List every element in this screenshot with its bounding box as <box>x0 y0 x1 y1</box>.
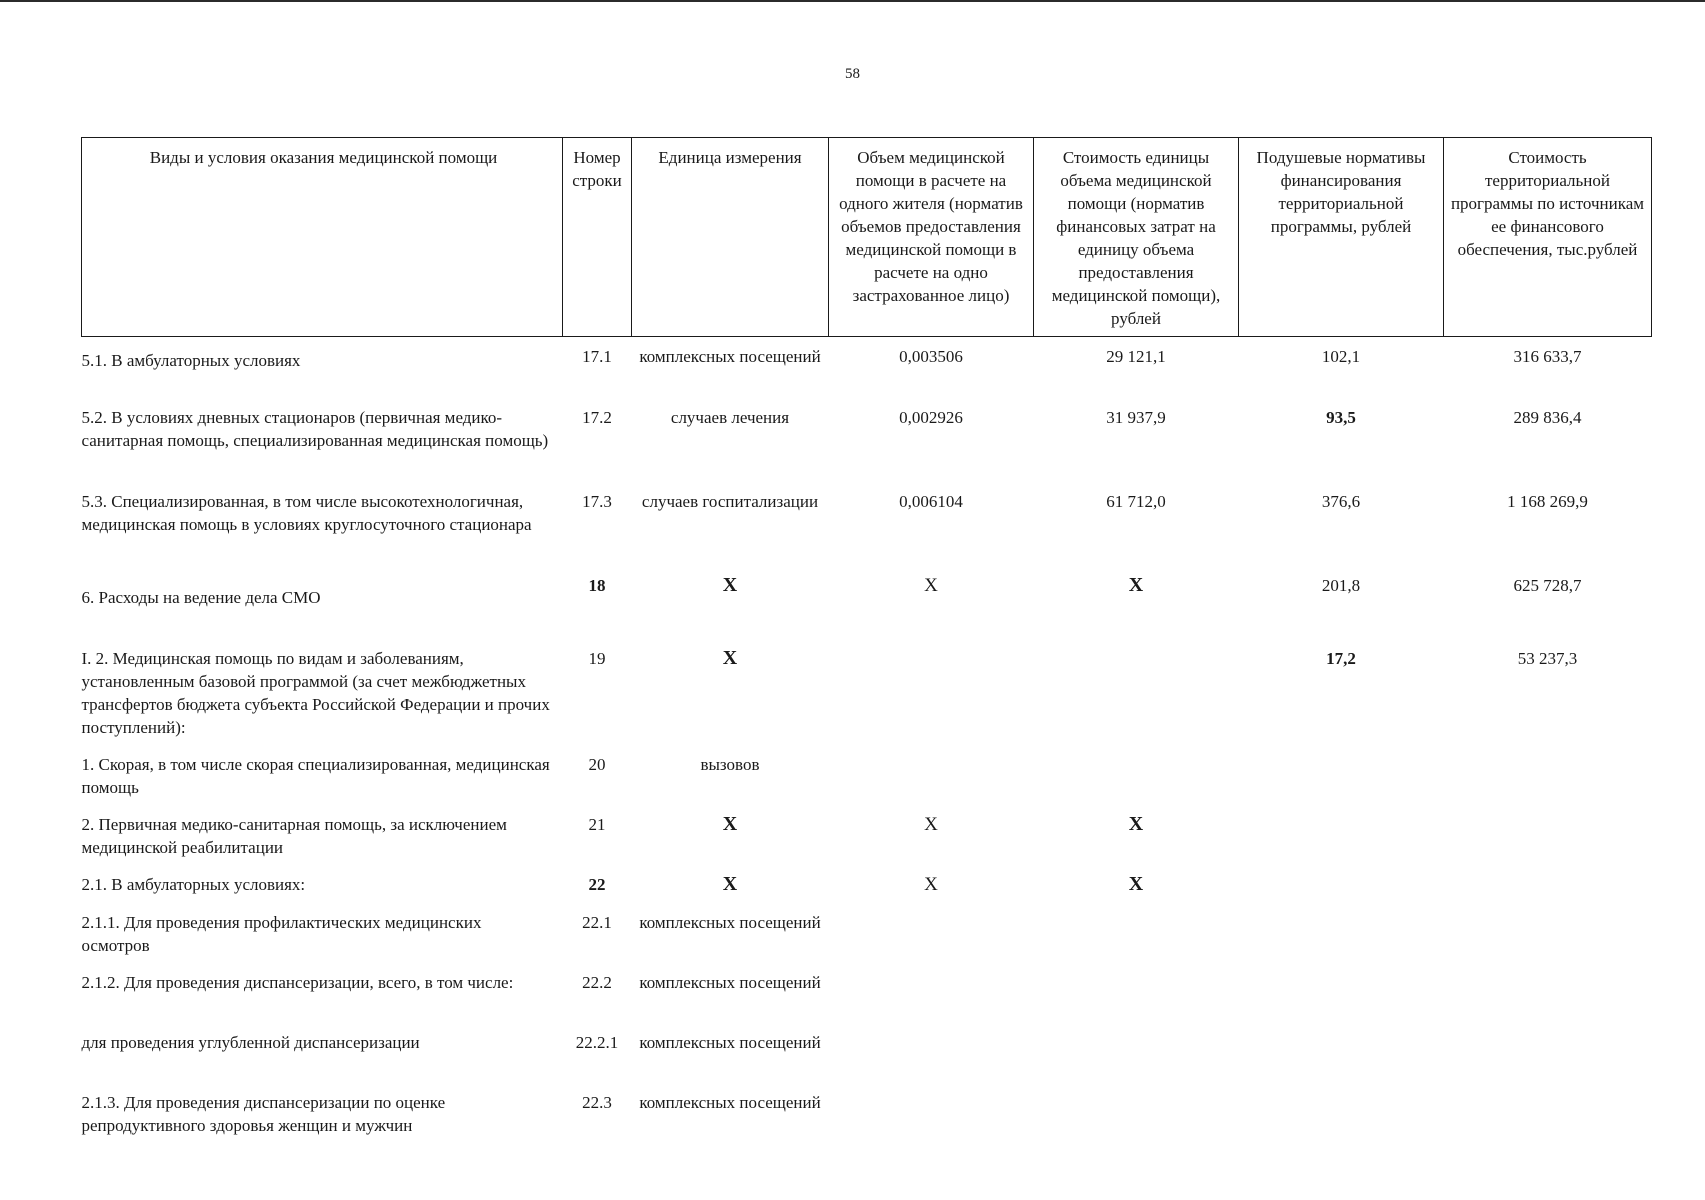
row-volume: 0,003506 <box>899 347 963 366</box>
row-line: 18 <box>588 576 606 595</box>
row-type: 5.3. Специализированная, в том числе высокотехнологичная, медицинская помощь в условиях круглосуточного стационара <box>81 492 532 534</box>
row-volume <box>829 911 1034 971</box>
row-cost: X <box>1128 574 1144 596</box>
row-type: 5.1. В амбулаторных условиях <box>81 351 301 370</box>
row-type: 2.1.3. Для проведения диспансеризации по оценке репродуктивного здоровья женщин и мужчин <box>81 1093 446 1135</box>
row-line: 17.1 <box>582 347 612 366</box>
row-cost <box>1034 1031 1239 1091</box>
row-unit: случаев госпитализации <box>641 492 819 511</box>
row-line: 21 <box>588 815 606 834</box>
row-type: 6. Расходы на ведение дела СМО <box>81 588 321 607</box>
row-volume <box>829 971 1034 1031</box>
row-total <box>1444 1031 1652 1091</box>
table-row <box>82 574 1652 647</box>
row-unit: комплексных посещений <box>639 1033 821 1052</box>
row-total: 1 168 269,9 <box>1507 492 1588 511</box>
row-cost <box>1034 1091 1239 1151</box>
row-per-capita <box>1239 1031 1444 1091</box>
row-line: 22.2.1 <box>575 1033 619 1052</box>
header-line-number: Номер строки <box>563 138 632 337</box>
row-line: 22.2 <box>582 973 612 992</box>
row-per-capita <box>1239 971 1444 1031</box>
row-unit: X <box>722 574 738 596</box>
row-total <box>1444 1091 1652 1151</box>
row-unit: случаев лечения <box>670 408 790 427</box>
row-per-capita: 201,8 <box>1321 576 1361 595</box>
row-type: 5.2. В условиях дневных стационаров (первичная медико-санитарная помощь, специализированная медицинская помощь) <box>81 408 549 450</box>
row-type: 2. Первичная медико-санитарная помощь, за исключением медицинской реабилитации <box>81 815 507 857</box>
table-header-row <box>82 138 1652 337</box>
row-cost: X <box>1128 813 1144 835</box>
row-total <box>1444 813 1652 873</box>
row-volume <box>829 1091 1034 1151</box>
row-cost <box>1034 971 1239 1031</box>
row-per-capita <box>1239 753 1444 813</box>
row-type: 2.1.2. Для проведения диспансеризации, всего, в том числе: <box>81 973 514 992</box>
row-type: I. 2. Медицинская помощь по видам и заболеваниям, установленным базовой программой (за счет межбюджетных трансфертов бюджета субъекта Российской Федерации и прочих поступлений): <box>81 649 550 737</box>
row-cost: 61 712,0 <box>1106 492 1166 511</box>
header-per-capita: Подушевые нормативы финансирования территориальной программы, рублей <box>1239 138 1444 337</box>
row-cost: X <box>1128 873 1144 895</box>
row-per-capita: 17,2 <box>1326 649 1356 668</box>
row-line: 20 <box>588 755 606 774</box>
row-per-capita: 93,5 <box>1326 408 1356 427</box>
page-number: 58 <box>845 66 860 82</box>
row-type: 2.1.1. Для проведения профилактических медицинских осмотров <box>81 913 482 955</box>
row-volume <box>829 753 1034 813</box>
row-total <box>1444 753 1652 813</box>
row-per-capita <box>1239 1091 1444 1151</box>
top-rule <box>0 0 1705 2</box>
header-volume: Объем медицинской помощи в расчете на одного жителя (норматив объемов предоставления медицинской помощи в расчете на одно застрахованное лицо) <box>829 138 1034 337</box>
table-row <box>82 813 1652 873</box>
header-unit-cost: Стоимость единицы объема медицинской помощи (норматив финансовых затрат на единицу объема предоставления медицинской помощи), рублей <box>1034 138 1239 337</box>
row-unit: комплексных посещений <box>639 973 821 992</box>
table-row <box>82 753 1652 813</box>
row-volume: X <box>924 874 938 895</box>
row-volume: X <box>924 814 938 835</box>
row-line: 17.3 <box>582 492 612 511</box>
row-line: 17.2 <box>582 408 612 427</box>
row-per-capita: 102,1 <box>1321 347 1361 366</box>
row-volume: 0,006104 <box>899 492 963 511</box>
row-total: 625 728,7 <box>1513 576 1582 595</box>
table-row <box>82 971 1652 1031</box>
table-row <box>82 490 1652 574</box>
row-type: 1. Скорая, в том числе скорая специализированная, медицинская помощь <box>81 755 550 797</box>
table-row <box>82 1031 1652 1091</box>
row-unit: X <box>722 647 738 669</box>
row-unit: комплексных посещений <box>639 1093 821 1112</box>
row-line: 22.1 <box>582 913 612 932</box>
row-per-capita <box>1239 873 1444 911</box>
table-row <box>82 911 1652 971</box>
row-unit: комплексных посещений <box>639 347 821 366</box>
table-row <box>82 647 1652 753</box>
row-total: 316 633,7 <box>1513 347 1582 366</box>
table-row <box>82 873 1652 911</box>
row-per-capita <box>1239 813 1444 873</box>
row-unit: X <box>722 873 738 895</box>
row-line: 19 <box>588 649 606 668</box>
table-row <box>82 406 1652 490</box>
row-unit: X <box>722 813 738 835</box>
row-type: для проведения углубленной диспансеризации <box>81 1033 420 1052</box>
row-type: 2.1. В амбулаторных условиях: <box>81 875 306 894</box>
financing-table <box>81 137 1652 1151</box>
header-type: Виды и условия оказания медицинской помощи <box>82 138 563 337</box>
table-row <box>82 337 1652 407</box>
header-unit: Единица измерения <box>632 138 829 337</box>
row-volume <box>829 647 1034 753</box>
row-cost: 29 121,1 <box>1106 347 1166 366</box>
row-unit: вызовов <box>700 755 760 774</box>
row-cost: 31 937,9 <box>1106 408 1166 427</box>
row-total <box>1444 971 1652 1031</box>
row-line: 22.3 <box>582 1093 612 1112</box>
header-total-cost: Стоимость территориальной программы по источникам ее финансового обеспечения, тыс.рублей <box>1444 138 1652 337</box>
row-total <box>1444 873 1652 911</box>
row-volume <box>829 1031 1034 1091</box>
row-per-capita: 376,6 <box>1321 492 1361 511</box>
row-volume: 0,002926 <box>899 408 963 427</box>
row-total: 289 836,4 <box>1513 408 1582 427</box>
row-cost <box>1034 911 1239 971</box>
row-line: 22 <box>588 875 606 894</box>
row-cost <box>1034 647 1239 753</box>
row-total: 53 237,3 <box>1517 649 1578 668</box>
row-unit: комплексных посещений <box>639 913 821 932</box>
table-row <box>82 1091 1652 1151</box>
row-per-capita <box>1239 911 1444 971</box>
row-cost <box>1034 753 1239 813</box>
row-volume: X <box>924 575 938 596</box>
row-total <box>1444 911 1652 971</box>
